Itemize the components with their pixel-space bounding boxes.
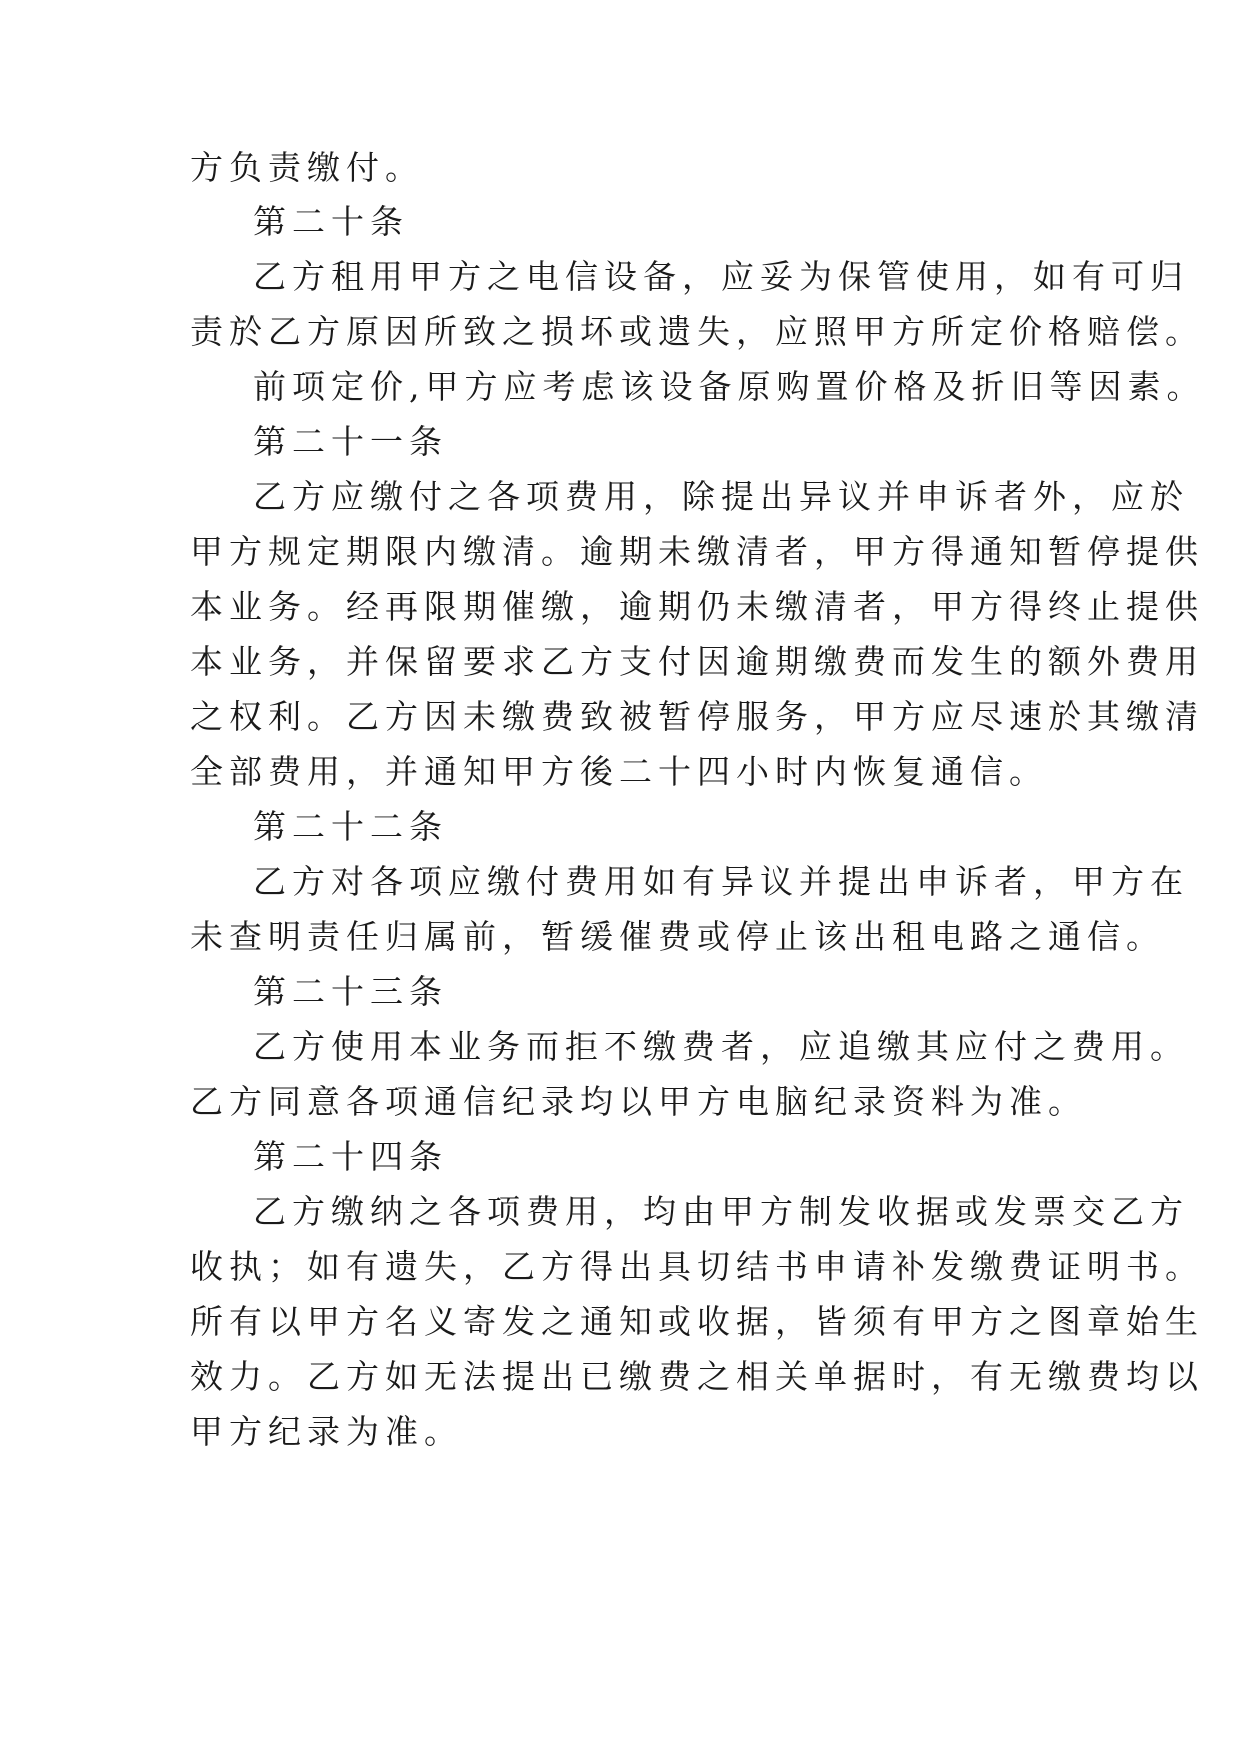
paragraph-line: 本业务。经再限期催缴，逾期仍未缴清者，甲方得终止提供 bbox=[190, 587, 1204, 626]
paragraph-line: 效力。乙方如无法提出已缴费之相关单据时，有无缴费均以 bbox=[190, 1357, 1204, 1396]
article-heading-23: 第二十三条 bbox=[253, 972, 448, 1011]
paragraph-line: 甲方纪录为准。 bbox=[190, 1412, 463, 1451]
paragraph-line: 乙方租用甲方之电信设备，应妥为保管使用，如有可归 bbox=[253, 257, 1189, 296]
paragraph-line: 本业务，并保留要求乙方支付因逾期缴费而发生的额外费用 bbox=[190, 642, 1204, 681]
paragraph-line: 之权利。乙方因未缴费致被暂停服务，甲方应尽速於其缴清 bbox=[190, 697, 1204, 736]
paragraph-line: 前项定价,甲方应考虑该设备原购置价格及折旧等因素。 bbox=[253, 367, 1206, 406]
paragraph-line: 责於乙方原因所致之损坏或遗失，应照甲方所定价格赔偿。 bbox=[190, 312, 1204, 351]
paragraph-line: 甲方规定期限内缴清。逾期未缴清者，甲方得通知暂停提供 bbox=[190, 532, 1204, 571]
paragraph-line: 乙方缴纳之各项费用，均由甲方制发收据或发票交乙方 bbox=[253, 1192, 1189, 1231]
article-heading-20: 第二十条 bbox=[253, 202, 409, 241]
paragraph-line: 全部费用，并通知甲方後二十四小时内恢复通信。 bbox=[190, 752, 1048, 791]
paragraph-line: 未查明责任归属前，暂缓催费或停止该出租电路之通信。 bbox=[190, 917, 1165, 956]
article-heading-21: 第二十一条 bbox=[253, 422, 448, 461]
article-heading-22: 第二十二条 bbox=[253, 807, 448, 846]
paragraph-line: 乙方对各项应缴付费用如有异议并提出申诉者，甲方在 bbox=[253, 862, 1189, 901]
paragraph-line: 乙方使用本业务而拒不缴费者，应追缴其应付之费用。 bbox=[253, 1027, 1189, 1066]
paragraph-line: 乙方应缴付之各项费用，除提出异议并申诉者外，应於 bbox=[253, 477, 1189, 516]
paragraph-line: 所有以甲方名义寄发之通知或收据，皆须有甲方之图章始生 bbox=[190, 1302, 1204, 1341]
article-heading-24: 第二十四条 bbox=[253, 1137, 448, 1176]
paragraph-continuation: 方负责缴付。 bbox=[190, 148, 424, 187]
paragraph-line: 乙方同意各项通信纪录均以甲方电脑纪录资料为准。 bbox=[190, 1082, 1087, 1121]
paragraph-line: 收执；如有遗失，乙方得出具切结书申请补发缴费证明书。 bbox=[190, 1247, 1204, 1286]
